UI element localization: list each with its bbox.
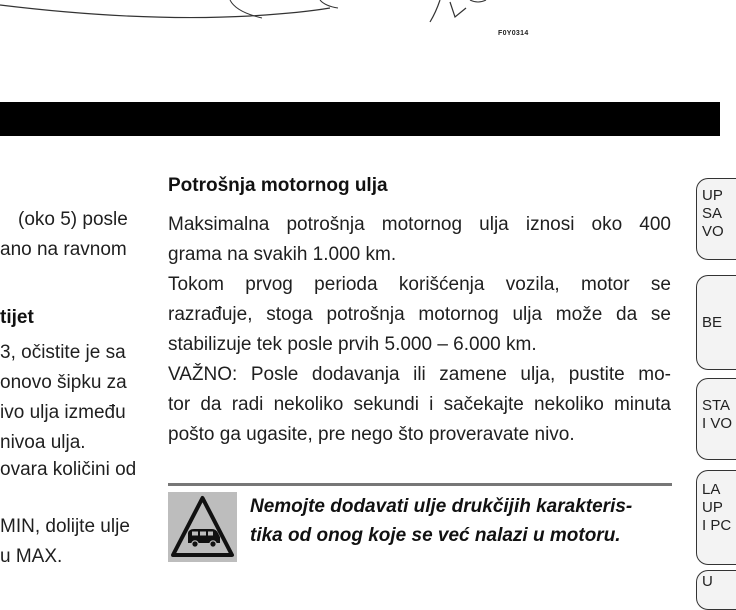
- chapter-tab[interactable]: [696, 178, 736, 260]
- chapter-tab[interactable]: [696, 275, 736, 370]
- left-line: 3, očistite je sa: [0, 342, 126, 363]
- paragraph-line: VAŽNO: Posle dodavanja ili zamene ulja, pustite mo-: [168, 364, 671, 385]
- chapter-tab-label: BE: [702, 314, 723, 331]
- paragraph-line: Tokom prvog perioda korišćenja vozila, motor se: [168, 274, 671, 295]
- chapter-tab-label: VO: [702, 223, 724, 240]
- warning-icon-box: [168, 492, 237, 562]
- left-line: (oko 5) posle: [18, 209, 128, 230]
- chapter-tab-label: U: [702, 573, 713, 590]
- paragraph-line: Maksimalna potrošnja motornog ulja iznosi oko 400: [168, 214, 671, 235]
- chapter-tab[interactable]: [696, 470, 736, 565]
- warning-text-line: tika od onog koje se već nalazi u motoru.: [250, 525, 621, 546]
- chapter-tab[interactable]: [696, 570, 736, 610]
- car-engine-drawing: [0, 0, 720, 95]
- left-line: MIN, dolijte ulje: [0, 516, 130, 537]
- chapter-tab-label: I VO: [702, 415, 733, 432]
- chapter-tab-label: LA: [702, 481, 721, 498]
- left-line: ivo ulja između: [0, 402, 126, 423]
- paragraph-line: tor da radi nekoliko sekundi i sačekajte nekoliko minuta: [168, 394, 671, 415]
- chapter-tab[interactable]: [696, 378, 736, 460]
- left-heading-fragment: tijet: [0, 307, 34, 328]
- paragraph-line: grama na svakih 1.000 km.: [168, 244, 397, 265]
- warning-divider: [168, 483, 672, 486]
- paragraph-line: razrađuje, stoga potrošnja motornog ulja može da se: [168, 304, 671, 325]
- warning-vehicle-icon: [168, 492, 237, 562]
- paragraph-line: pošto ga ugasite, pre nego što proveravate nivo.: [168, 424, 575, 445]
- left-line: nivoa ulja.: [0, 432, 86, 453]
- left-line: u MAX.: [0, 546, 63, 567]
- header-bar: [0, 102, 720, 136]
- chapter-tab-label: I PC: [702, 517, 732, 534]
- chapter-tab-label: UP: [702, 499, 723, 516]
- section-heading: Potrošnja motornog ulja: [168, 175, 388, 196]
- figure-illustration: [0, 0, 720, 95]
- chapter-tab-label: STA: [702, 397, 731, 414]
- chapter-tab-label: UP: [702, 187, 723, 204]
- left-line: ano na ravnom: [0, 239, 127, 260]
- paragraph-line: stabilizuje tek posle prvih 5.000 – 6.000 km.: [168, 334, 537, 355]
- warning-text-line: Nemojte dodavati ulje drukčijih karakteris-: [250, 496, 633, 517]
- chapter-tab-label: SA: [702, 205, 723, 222]
- left-line: onovo šipku za: [0, 372, 127, 393]
- figure-code: F0Y0314: [498, 30, 529, 37]
- left-line: ovara količini od: [0, 459, 137, 480]
